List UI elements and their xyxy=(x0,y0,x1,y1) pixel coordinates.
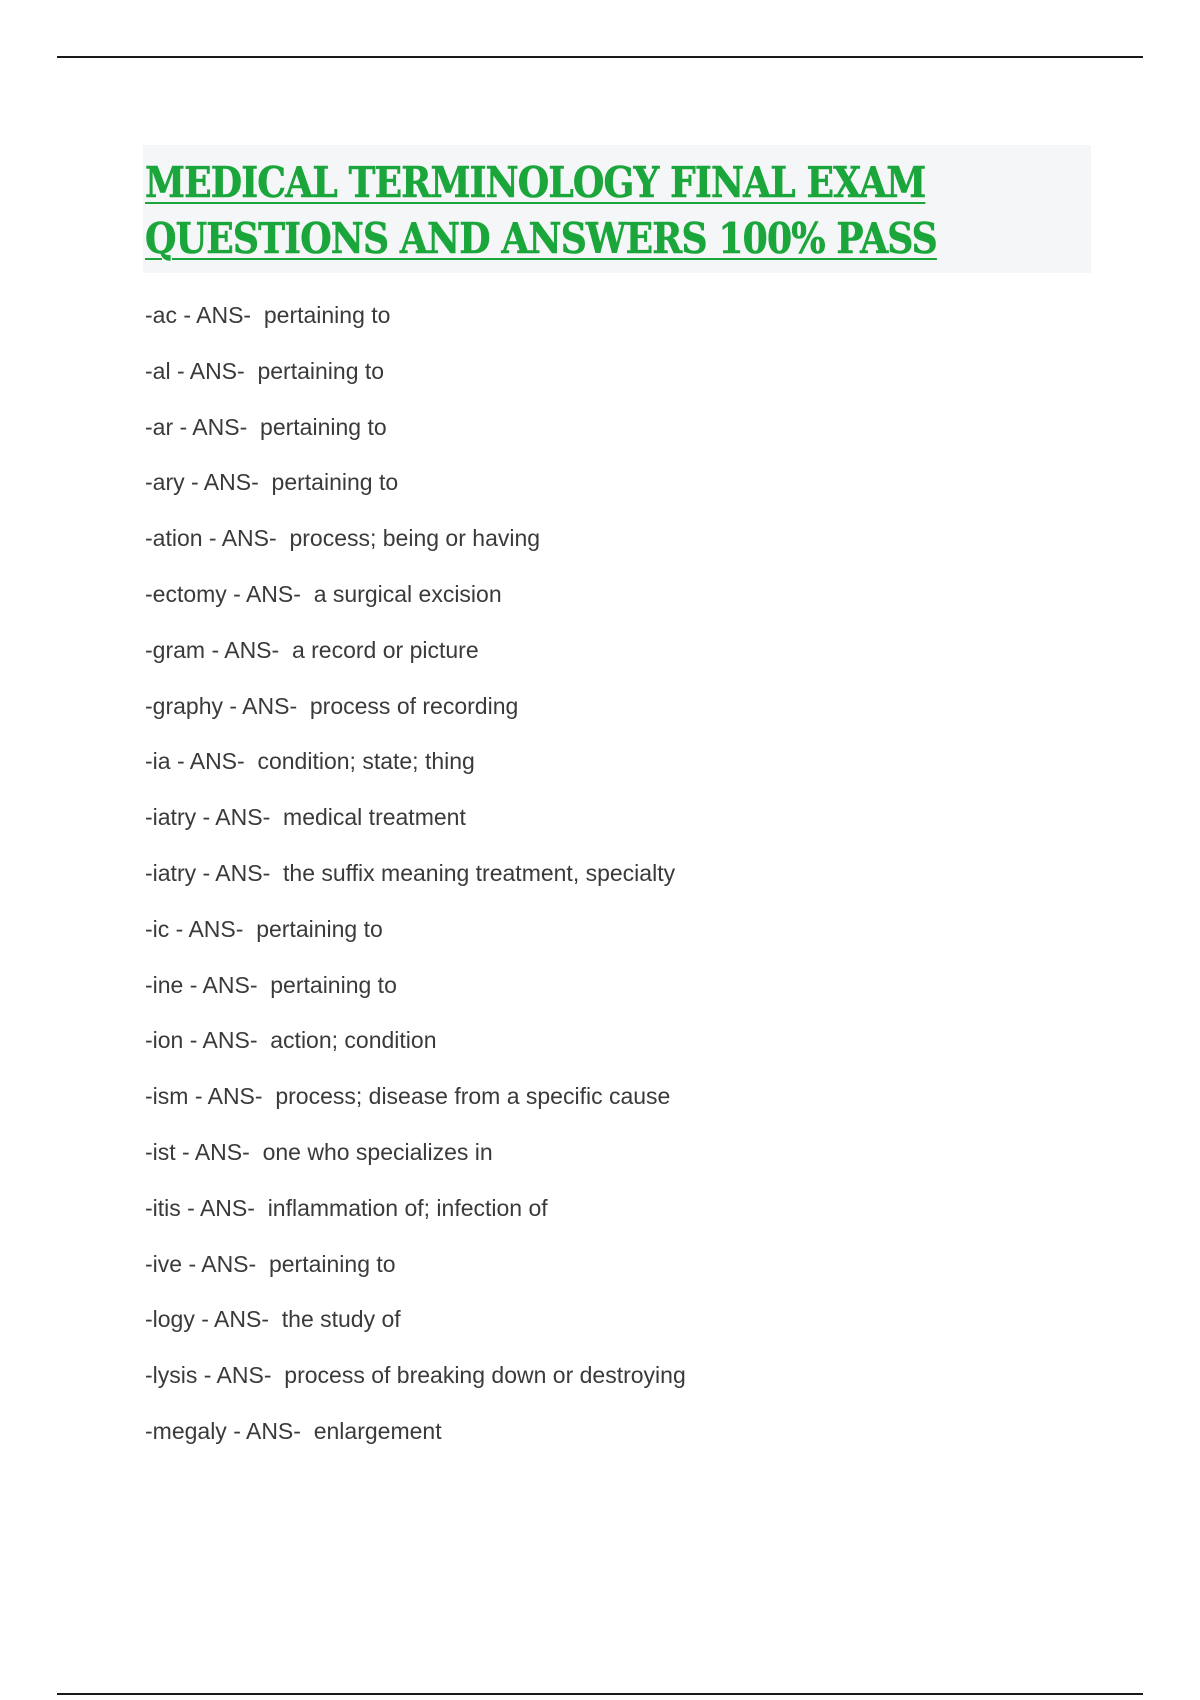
answer-separator: - ANS- xyxy=(196,859,284,886)
entry-definition: pertaining to xyxy=(271,469,399,496)
qa-entry xyxy=(145,463,1085,519)
entry-definition: the study of xyxy=(281,1306,401,1333)
answer-separator: - ANS- xyxy=(222,692,310,719)
entry-term: -itis xyxy=(145,1194,181,1221)
entry-definition: medical treatment xyxy=(283,804,466,831)
entry-definition: process; being or having xyxy=(289,525,541,552)
entry-definition: pertaining to xyxy=(260,413,387,440)
entry-term: -ary xyxy=(145,469,185,496)
page-top-rule xyxy=(57,56,1143,58)
entry-term: -ion xyxy=(145,1027,184,1054)
entry-definition: inflammation of; infection of xyxy=(267,1194,548,1221)
entry-term: -ia xyxy=(145,748,171,775)
entry-term: -ism xyxy=(145,1083,189,1110)
answer-separator: - ANS- xyxy=(226,580,314,607)
entry-definition: process of breaking down or destroying xyxy=(284,1362,686,1389)
answer-separator: - ANS- xyxy=(183,1027,271,1054)
answer-separator: - ANS- xyxy=(197,1362,285,1389)
qa-entry xyxy=(145,631,1085,687)
answer-separator: - ANS- xyxy=(182,1250,269,1277)
answer-separator: - ANS- xyxy=(183,971,271,998)
answer-separator: - ANS- xyxy=(184,469,272,496)
qa-entry xyxy=(145,1412,1085,1468)
entry-definition: pertaining to xyxy=(256,915,383,942)
entry-definition: a surgical excision xyxy=(313,580,502,607)
qa-entry xyxy=(145,854,1085,910)
qa-entry xyxy=(145,1245,1085,1301)
answer-separator: - ANS- xyxy=(170,748,258,775)
entry-term: -ive xyxy=(145,1250,183,1277)
entry-term: -ac xyxy=(145,302,177,328)
entry-definition: pertaining to xyxy=(268,1250,396,1277)
answer-separator: - ANS- xyxy=(169,915,257,942)
entry-term: -ation xyxy=(145,525,203,552)
qa-entry xyxy=(145,1300,1085,1356)
qa-entry xyxy=(145,687,1085,743)
answer-separator: - ANS- xyxy=(196,804,284,831)
answer-separator: - ANS- xyxy=(173,413,261,440)
answer-separator: - ANS- xyxy=(188,1083,276,1110)
entry-definition: pertaining to xyxy=(263,302,391,328)
answer-separator: - ANS- xyxy=(226,1417,314,1444)
qa-entry xyxy=(145,575,1085,631)
entry-term: -ectomy xyxy=(145,580,227,607)
entry-term: -lysis xyxy=(145,1362,198,1389)
qa-entry xyxy=(145,408,1085,464)
qa-entry xyxy=(145,1077,1085,1133)
qa-entry xyxy=(145,296,1085,352)
qa-entry xyxy=(145,966,1085,1022)
qa-entry xyxy=(145,742,1085,798)
entry-term: -al xyxy=(145,357,171,384)
title-line-2: QUESTIONS AND ANSWERS 100% PASS xyxy=(145,214,937,263)
answer-separator: - ANS- xyxy=(176,302,264,328)
answer-separator: - ANS- xyxy=(205,636,292,663)
qa-entry xyxy=(145,519,1085,575)
entry-definition: pertaining to xyxy=(270,971,397,998)
entry-term: -iatry xyxy=(145,859,197,886)
entry-term: -megaly xyxy=(145,1417,227,1444)
entry-term: -ist xyxy=(145,1138,176,1165)
answer-separator: - ANS- xyxy=(202,525,290,552)
qa-list xyxy=(145,296,1085,1468)
entry-term: -graphy xyxy=(145,692,223,719)
answer-separator: - ANS- xyxy=(194,1306,282,1333)
qa-entry xyxy=(145,352,1085,408)
entry-definition: process; disease from a specific cause xyxy=(275,1083,671,1110)
qa-entry xyxy=(145,1021,1085,1077)
entry-definition: the suffix meaning treatment, specialty xyxy=(283,859,676,886)
document-title xyxy=(143,145,1091,273)
answer-separator: - ANS- xyxy=(170,357,258,384)
entry-definition: enlargement xyxy=(313,1417,442,1444)
entry-term: -ic xyxy=(145,915,170,942)
qa-entry xyxy=(145,798,1085,854)
entry-definition: condition; state; thing xyxy=(257,748,475,775)
entry-term: -iatry xyxy=(145,804,197,831)
qa-entry xyxy=(145,1189,1085,1245)
page-bottom-rule xyxy=(57,1693,1143,1695)
entry-definition: process of recording xyxy=(309,692,519,719)
entry-term: -ar xyxy=(145,413,174,440)
qa-entry xyxy=(145,1356,1085,1412)
entry-definition: pertaining to xyxy=(257,357,385,384)
answer-separator: - ANS- xyxy=(180,1194,268,1221)
entry-definition: a record or picture xyxy=(291,636,479,663)
entry-term: -logy xyxy=(145,1306,195,1333)
qa-entry xyxy=(145,1133,1085,1189)
answer-separator: - ANS- xyxy=(175,1138,263,1165)
entry-term: -gram xyxy=(145,636,206,663)
qa-entry xyxy=(145,910,1085,966)
entry-definition: action; condition xyxy=(270,1027,437,1054)
entry-definition: one who specializes in xyxy=(262,1138,493,1165)
entry-term: -ine xyxy=(145,971,184,998)
title-line-1: MEDICAL TERMINOLOGY FINAL EXAM xyxy=(145,158,926,207)
